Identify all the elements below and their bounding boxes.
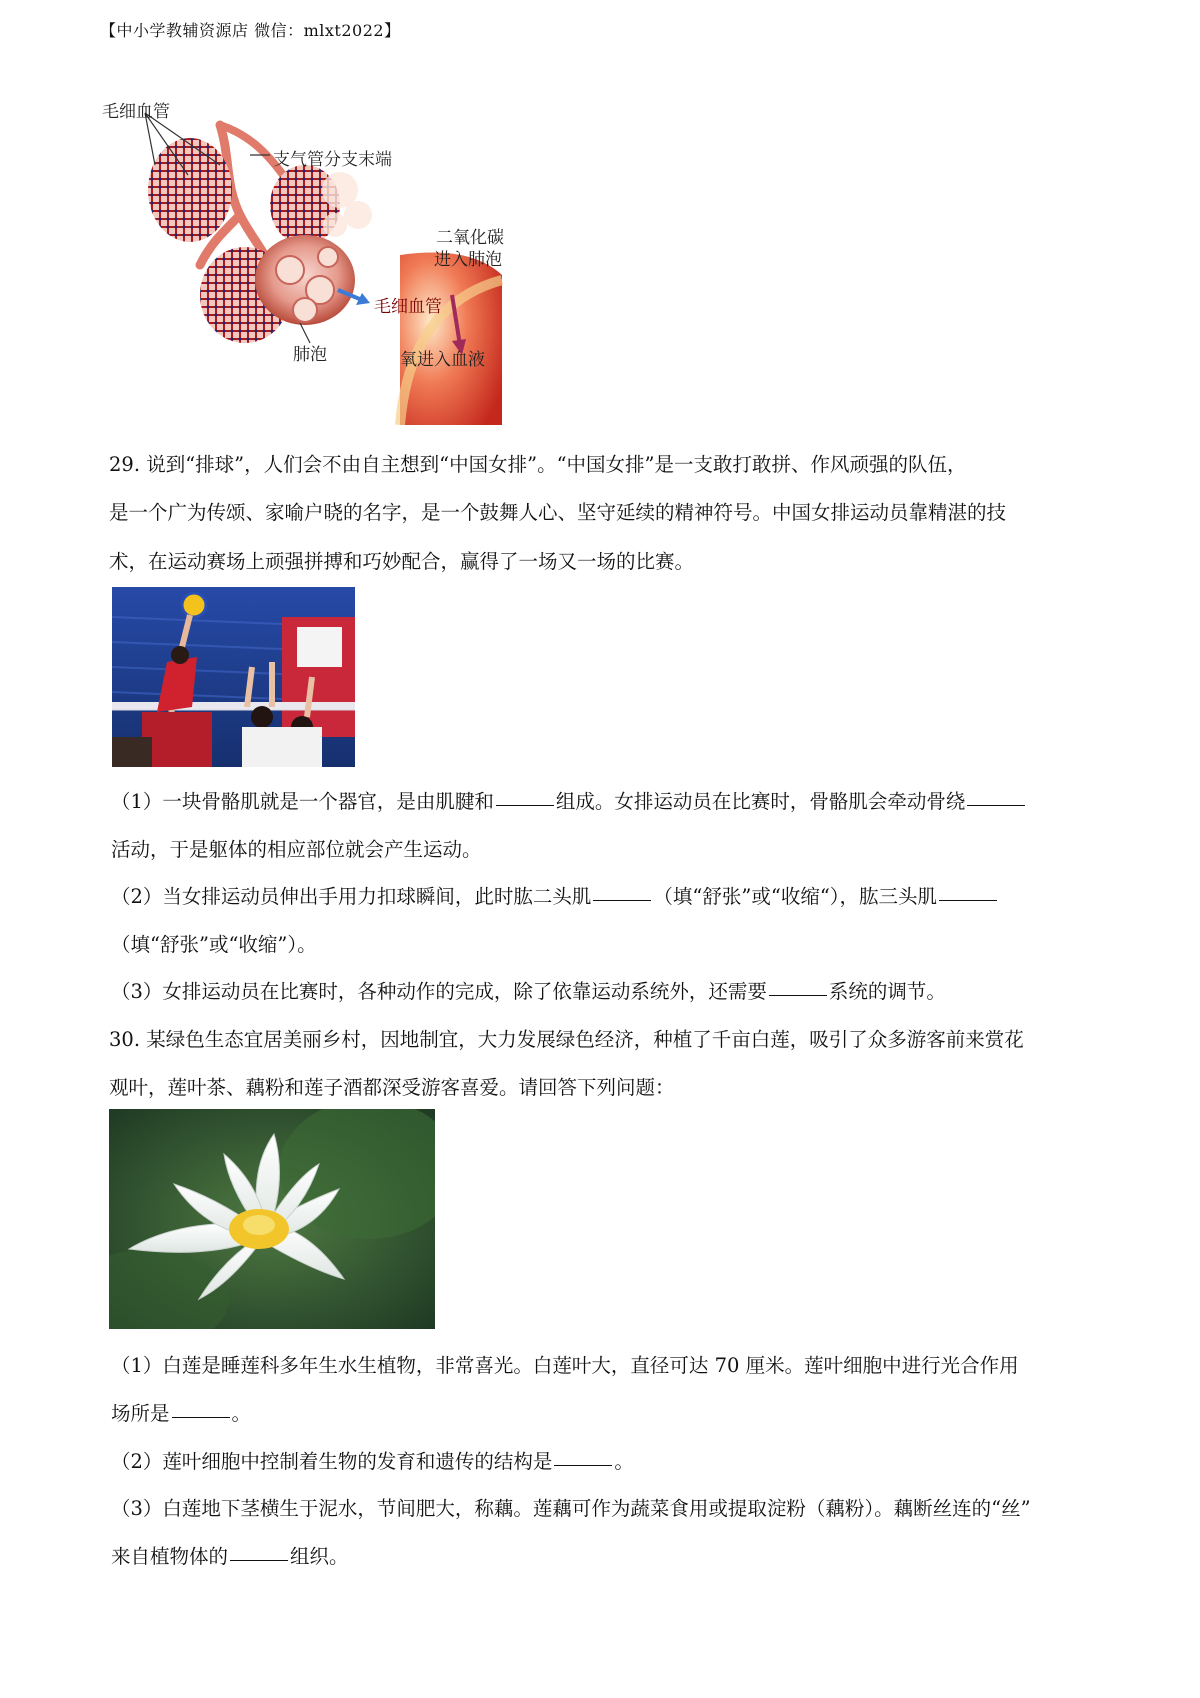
q30-sub3-line2: [111, 1541, 349, 1569]
q30-sub3-text-c: 组织。: [290, 1545, 349, 1568]
answer-blank[interactable]: [967, 804, 1025, 806]
q29-sub1-text-b: 组成。女排运动员在比赛时，骨骼肌会牵动骨绕: [555, 790, 966, 813]
answer-blank[interactable]: [230, 1559, 288, 1561]
answer-blank[interactable]: [172, 1416, 230, 1418]
q29-sub2-text-b: （填“舒张”或“收缩“），肱三头肌: [653, 885, 938, 908]
q30-sub2-line: [111, 1446, 634, 1474]
co2-label-b: 进入肺泡: [434, 250, 502, 270]
oxygen-label: 氧进入血液: [400, 350, 485, 370]
alveolus-label: 肺泡: [293, 345, 327, 365]
q30-sub2-text-b: 。: [614, 1450, 634, 1473]
capillary-label: 毛细血管: [102, 102, 170, 122]
q30-sub1-text-c: 。: [231, 1402, 252, 1425]
lotus-photo: [109, 1109, 435, 1329]
q30-sub1-line1: （1）白莲是睡莲科多年生水生植物，非常喜光。白莲叶大，直径可达 70 厘米。莲叶细胞中进行光合作用: [111, 1354, 1019, 1377]
capillary-inset-label: 毛细血管: [374, 297, 442, 317]
answer-blank[interactable]: [939, 899, 997, 901]
q29-stem-line2: 是一个广为传颂、家喻户晓的名字，是一个鼓舞人心、坚守延续的精神符号。中国女排运动员靠精湛的技: [109, 501, 1007, 524]
answer-blank[interactable]: [769, 994, 827, 996]
white-lotus-flower: [109, 1109, 435, 1329]
volleyball-scene: [112, 587, 355, 767]
q30-stem-line2: 观叶，莲叶茶、藕粉和莲子酒都深受游客喜爱。请回答下列问题：: [109, 1076, 675, 1099]
answer-blank[interactable]: [554, 1464, 612, 1466]
q30-sub3-text-b: 来自植物体的: [111, 1545, 229, 1568]
q29-sub3-text-b: 系统的调节。: [828, 980, 946, 1003]
q29-sub3-line: [111, 976, 946, 1004]
page-header: 【中小学教辅资源店 微信：mlxt2022】: [100, 21, 401, 40]
q30-sub3-line1: （3）白莲地下茎横生于泥水，节间肥大，称藕。莲藕可作为蔬菜食用或提取淀粉（藕粉）。藕断丝连的“丝”: [111, 1497, 1031, 1520]
q29-stem-line3: 术，在运动赛场上顽强拼搏和巧妙配合，赢得了一场又一场的比赛。: [109, 550, 695, 573]
q29-sub1-line2: 活动，于是躯体的相应部位就会产生运动。: [111, 838, 482, 861]
q29-stem-line1: 29. 说到“排球”，人们会不由自主想到“中国女排”。“中国女排”是一支敢打敢拼、作风顽强的队伍，: [109, 453, 967, 476]
q30-sub2-text-a: （2）莲叶细胞中控制着生物的发育和遗传的结构是: [111, 1450, 553, 1473]
q30-stem-line1: 30. 某绿色生态宜居美丽乡村，因地制宜，大力发展绿色经济，种植了千亩白莲，吸引了众多游客前来赏花: [109, 1028, 1024, 1051]
q29-sub3-text-a: （3）女排运动员在比赛时，各种动作的完成，除了依靠运动系统外，还需要: [111, 980, 767, 1003]
q29-sub2-line2: （填“舒张”或“收缩”）。: [111, 933, 317, 956]
co2-label: 二氧化碳: [436, 228, 504, 248]
q29-sub1-text-a: （1）一块骨骼肌就是一个器官，是由肌腱和: [111, 790, 494, 813]
q29-sub1-line1: [111, 786, 1027, 814]
q29-sub2-text-a: （2）当女排运动员伸出手用力扣球瞬间，此时肱二头肌: [111, 885, 592, 908]
alveoli-figure: [100, 95, 560, 425]
volleyball-photo: [112, 587, 355, 767]
answer-blank[interactable]: [593, 899, 651, 901]
q30-sub1-text-b: 场所是: [111, 1402, 170, 1425]
q29-sub2-line1: [111, 881, 999, 909]
answer-blank[interactable]: [496, 804, 554, 806]
bronchiole-label: 支气管分支末端: [273, 150, 392, 170]
q30-sub1-line2: [111, 1398, 251, 1426]
